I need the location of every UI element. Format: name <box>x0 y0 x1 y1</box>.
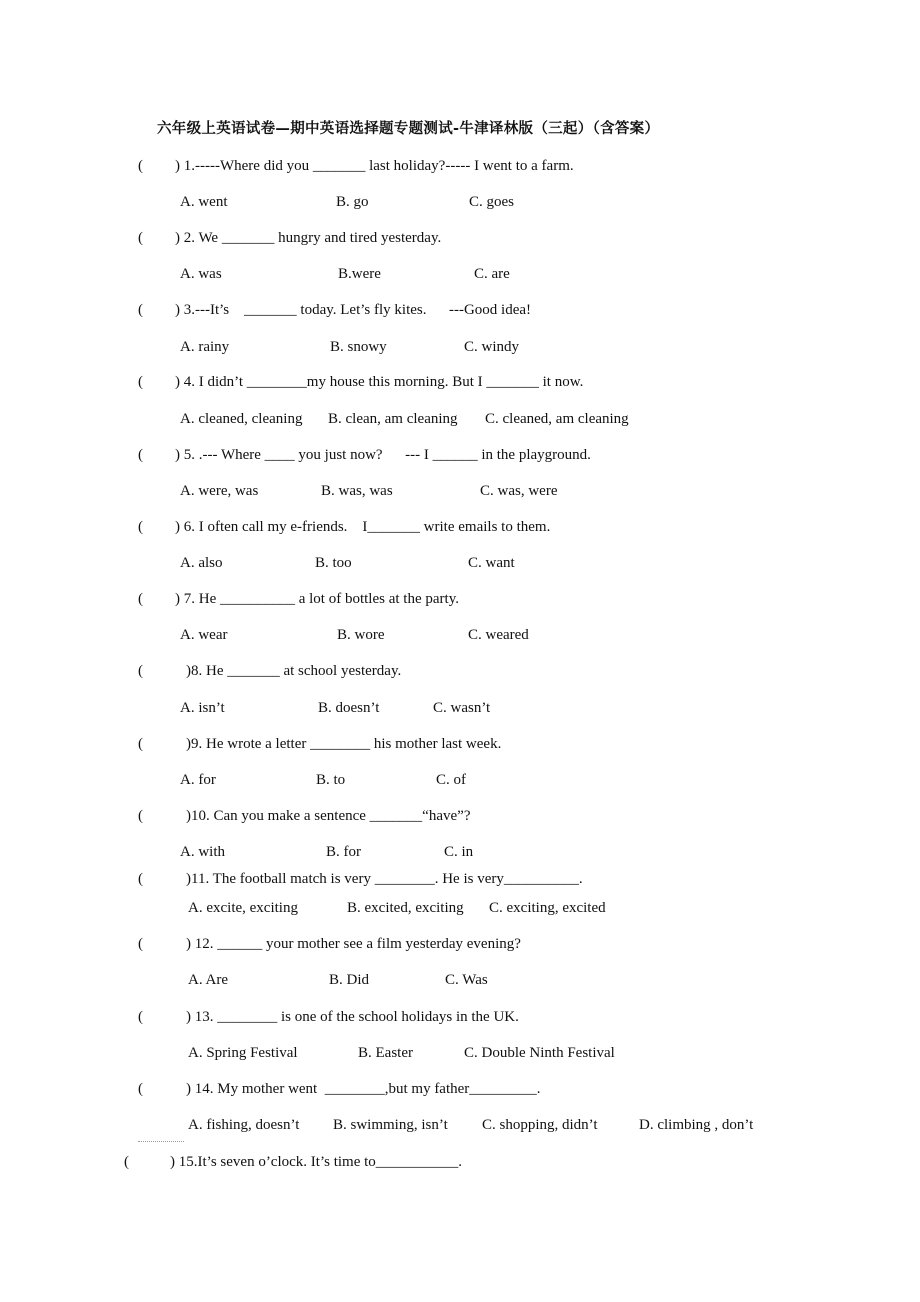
answer-option[interactable]: C. exciting, excited <box>489 900 606 916</box>
answer-bracket[interactable]: ( <box>138 663 143 679</box>
question-stem: ) 7. He __________ a lot of bottles at the party. <box>175 591 459 607</box>
answer-bracket[interactable]: ( <box>138 591 143 607</box>
answer-option[interactable]: C. cleaned, am cleaning <box>485 411 629 427</box>
answer-option[interactable]: A. Are <box>188 972 228 988</box>
answer-option[interactable]: C. in <box>444 844 474 860</box>
answer-option[interactable]: B. Easter <box>358 1045 413 1061</box>
answer-bracket[interactable]: ( <box>138 808 143 824</box>
question-stem: )10. Can you make a sentence _______“have”? <box>186 808 471 824</box>
answer-bracket[interactable]: ( <box>124 1154 129 1170</box>
answer-option[interactable]: A. went <box>180 194 228 210</box>
answer-option[interactable]: A. with <box>180 844 225 860</box>
question-stem: ) 15.It’s seven o’clock. It’s time to___________. <box>170 1154 463 1170</box>
dotted-divider <box>138 1141 184 1142</box>
answer-option[interactable]: C. was, were <box>480 483 558 499</box>
answer-option[interactable]: A. was <box>180 266 222 282</box>
page-title: 六年级上英语试卷—期中英语选择题专题测试-牛津译林版（三起）（含答案） <box>157 121 660 137</box>
question-stem: )11. The football match is very ________. He is very__________. <box>186 871 583 887</box>
answer-option[interactable]: A. also <box>180 555 223 571</box>
answer-option[interactable]: B. was, was <box>321 483 393 499</box>
question-stem: )9. He wrote a letter ________ his mother last week. <box>186 736 502 752</box>
question-stem: ) 1.-----Where did you _______ last holiday?----- I went to a farm. <box>175 158 574 174</box>
answer-bracket[interactable]: ( <box>138 736 143 752</box>
answer-option[interactable]: A. were, was <box>180 483 259 499</box>
answer-option[interactable]: B. too <box>315 555 352 571</box>
answer-option[interactable]: B. excited, exciting <box>347 900 464 916</box>
answer-option[interactable]: C. shopping, didn’t <box>482 1117 598 1133</box>
answer-option[interactable]: C. wasn’t <box>433 700 491 716</box>
answer-option[interactable]: B. swimming, isn’t <box>333 1117 448 1133</box>
question-stem: ) 4. I didn’t ________my house this morning. But I _______ it now. <box>175 374 584 390</box>
answer-option[interactable]: A. excite, exciting <box>188 900 298 916</box>
question-stem: ) 5. .--- Where ____ you just now? --- I ______ in the playground. <box>175 447 591 463</box>
answer-option[interactable]: D. climbing , don’t <box>639 1117 754 1133</box>
question-stem: ) 13. ________ is one of the school holidays in the UK. <box>186 1009 519 1025</box>
question-stem: ) 6. I often call my e-friends. I_______ write emails to them. <box>175 519 551 535</box>
answer-option[interactable]: C. of <box>436 772 466 788</box>
answer-option[interactable]: B. wore <box>337 627 385 643</box>
answer-option[interactable]: C. weared <box>468 627 529 643</box>
answer-bracket[interactable]: ( <box>138 158 143 174</box>
answer-option[interactable]: B. to <box>316 772 346 788</box>
question-stem: ) 12. ______ your mother see a film yesterday evening? <box>186 936 521 952</box>
answer-option[interactable]: C. are <box>474 266 510 282</box>
answer-option[interactable]: A. fishing, doesn’t <box>188 1117 300 1133</box>
answer-bracket[interactable]: ( <box>138 447 143 463</box>
question-stem: ) 14. My mother went ________,but my father_________. <box>186 1081 541 1097</box>
answer-option[interactable]: A. wear <box>180 627 228 643</box>
answer-option[interactable]: C. goes <box>469 194 514 210</box>
answer-option[interactable]: C. Was <box>445 972 488 988</box>
answer-option[interactable]: A. rainy <box>180 339 230 355</box>
answer-bracket[interactable]: ( <box>138 374 143 390</box>
answer-option[interactable]: A. for <box>180 772 216 788</box>
answer-option[interactable]: B. clean, am cleaning <box>328 411 458 427</box>
answer-bracket[interactable]: ( <box>138 519 143 535</box>
answer-bracket[interactable]: ( <box>138 302 143 318</box>
question-stem: ) 2. We _______ hungry and tired yesterday. <box>175 230 442 246</box>
answer-option[interactable]: B.were <box>338 266 381 282</box>
answer-option[interactable]: B. Did <box>329 972 370 988</box>
answer-option[interactable]: C. want <box>468 555 515 571</box>
answer-option[interactable]: A. cleaned, cleaning <box>180 411 303 427</box>
answer-option[interactable]: C. Double Ninth Festival <box>464 1045 615 1061</box>
answer-bracket[interactable]: ( <box>138 230 143 246</box>
answer-bracket[interactable]: ( <box>138 1009 143 1025</box>
answer-option[interactable]: B. for <box>326 844 361 860</box>
answer-option[interactable]: C. windy <box>464 339 520 355</box>
answer-bracket[interactable]: ( <box>138 936 143 952</box>
question-stem: )8. He _______ at school yesterday. <box>186 663 402 679</box>
answer-option[interactable]: B. snowy <box>330 339 387 355</box>
question-stem: ) 3.---It’s _______ today. Let’s fly kites. ---Good idea! <box>175 302 532 318</box>
answer-option[interactable]: B. doesn’t <box>318 700 380 716</box>
answer-bracket[interactable]: ( <box>138 1081 143 1097</box>
answer-bracket[interactable]: ( <box>138 871 143 887</box>
answer-option[interactable]: A. isn’t <box>180 700 225 716</box>
answer-option[interactable]: A. Spring Festival <box>188 1045 298 1061</box>
answer-option[interactable]: B. go <box>336 194 369 210</box>
